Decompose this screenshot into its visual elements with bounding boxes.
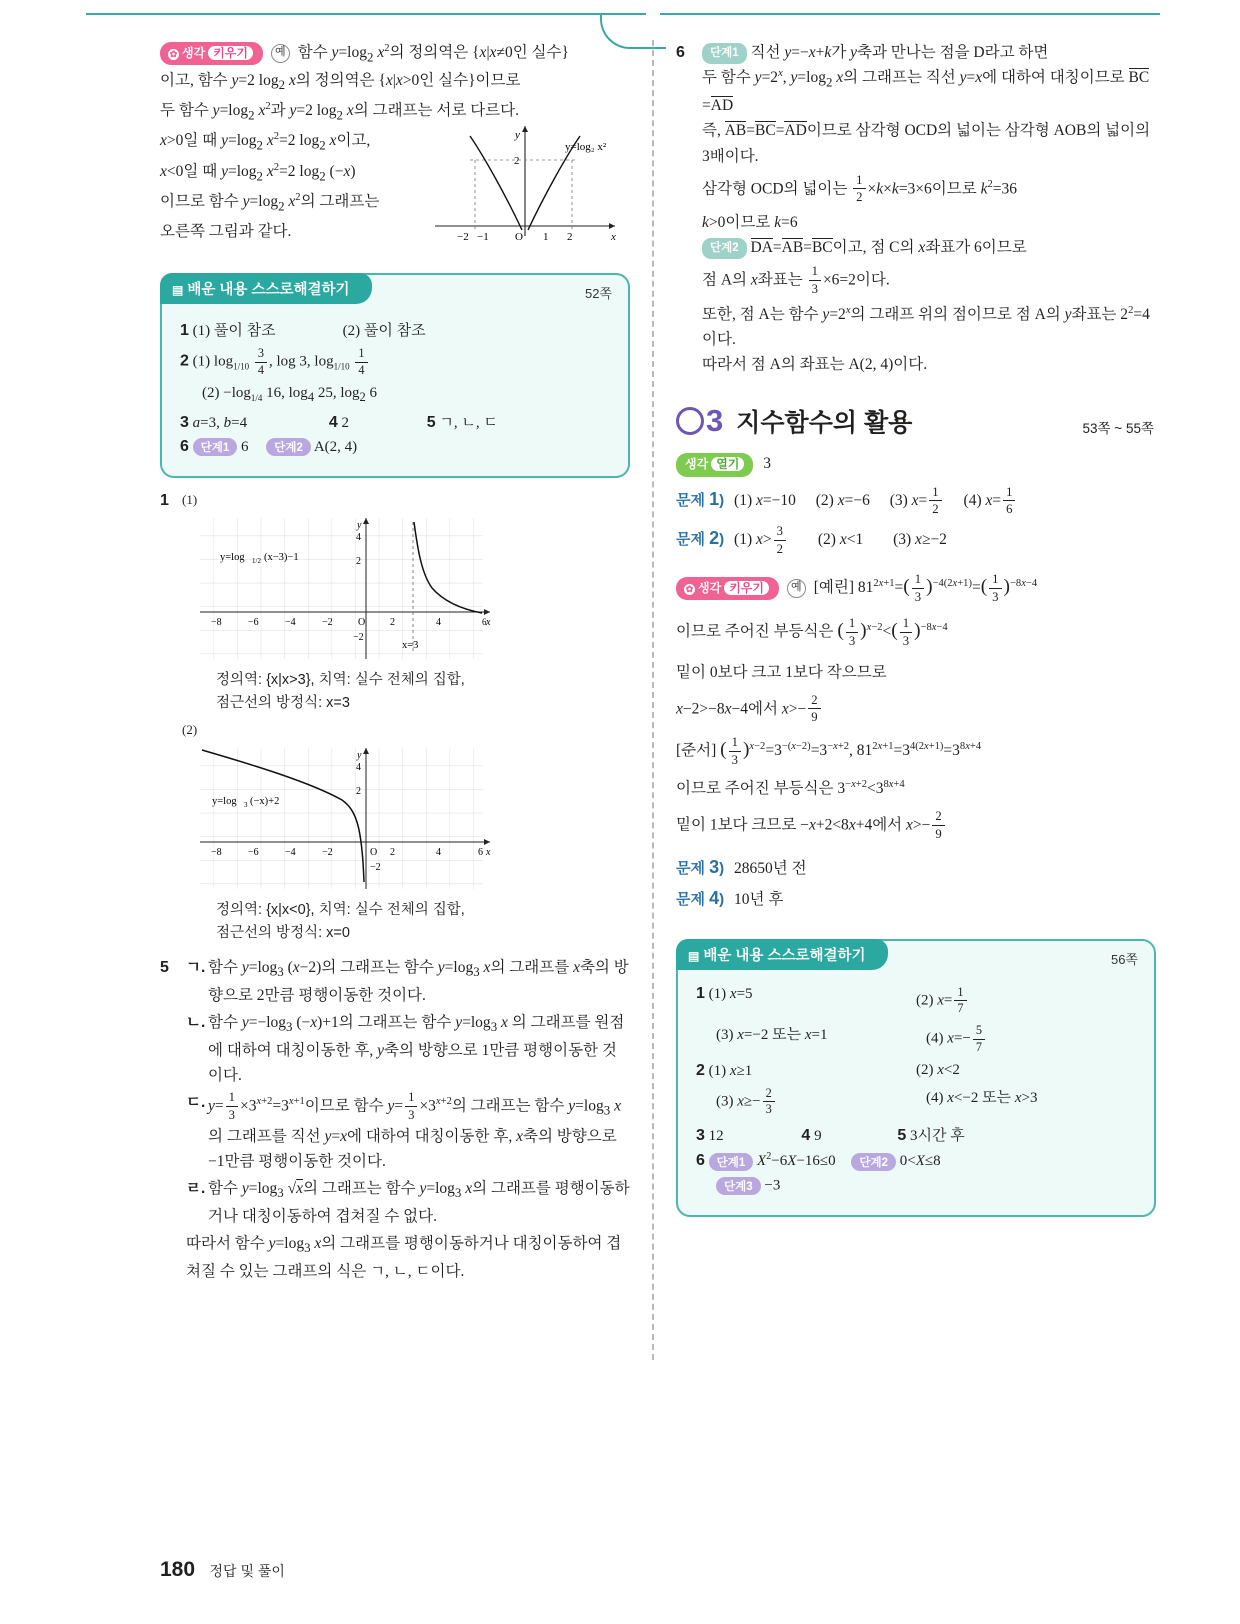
svg-text:x: x [611, 231, 616, 244]
page-number: 180 [160, 1558, 196, 1581]
svg-text:−2: −2 [353, 632, 364, 644]
panel-row [696, 1124, 1136, 1145]
section-pages: 53쪽 ~ 55쪽 [1082, 421, 1154, 437]
panel-row [716, 1177, 1136, 1195]
panel-num-3: 3 [696, 1127, 705, 1145]
panel-num-4: 4 [801, 1127, 811, 1145]
svg-text:−4: −4 [285, 846, 296, 858]
example-circle-icon: 예 [271, 44, 290, 63]
panel-row: 6 단계1 6 단계2 A(2, 4) [180, 437, 358, 455]
open-badge-text: 생각 [685, 457, 709, 472]
panel-row: 2 (1) $\log_{1/10}$ $\frac{3}{4}$ , log 3, $\log_{1/10}$ $\frac{1}{4}$ [180, 346, 610, 378]
think-badge-keyword: 키우기 [208, 46, 253, 60]
question-3-answer: 28650년 전 [734, 859, 807, 877]
think-icon: ✿ [685, 583, 694, 594]
svg-text:O: O [370, 846, 378, 858]
graph-1-2 [190, 742, 630, 897]
graph-log2-x-squared [415, 118, 635, 248]
step-badge-1: 단계1 [709, 1153, 754, 1171]
column-divider [652, 40, 654, 1360]
self-solve-panel-right [676, 939, 1156, 1217]
svg-text:−6: −6 [248, 846, 259, 858]
panel-row: 1 (1) 풀이 참조 (2) 풀이 참조 [180, 322, 426, 340]
think-badge-keyword: 키우기 [724, 581, 769, 595]
think-badge-text: 생각 [698, 580, 722, 595]
svg-text:(−x)+2: (−x)+2 [250, 795, 280, 807]
question-1: 문제 1) (1) x=−10 (2) x=−6 (3) x= $\frac{1}{2}$ (4) x= $\frac{1}{6}$ [676, 485, 1156, 518]
solution-1: 1 (1) y x 4 2 −2 O −8 −6 −4 −2 2 4 6 y=log 1/2 (x−3)−1 x=3 정의역: {x|x>3}, 치역: 실수 전체의 집합, 점근선의 방정식: x=3 (2) y x 4 2 −2 O −8 −6 −4 −2 2 4 6 y=log 3 (−x)+2 정의역: {x|x<0}, 치역: 실수 전체의 집합, 점근선의 방정식: x=0 [160, 492, 630, 945]
caption-1-1: 정의역: {x|x>3}, 치역: 실수 전체의 집합, 점근선의 방정식: x=3 [216, 672, 465, 712]
think-block-right: ✿ 생각 키우기 예 [예린] $81^{2x+1}=$( $\frac{1}{3}$ )$^{-4(2x+1)}$=( $\frac{1}{3}$ )$^{-8x-4}$ 이므로 주어진 부등식은 ( $\frac{1}{3}$ )$^{x-2}$<( $\frac{1}{3}$ )$^{-8x-4}$ 밑이 0보다 크고 1보다 작으므로 x−2>−8x−4에서 x>− $\frac{2}{9}$ [준서] ( $\frac{1}{3}$ )$^{x-2}=3^{-(x-2)}=3^{-x+2}$, $81^{2x+1}=3^{4(2x+1)}=3^{8x+4}$ 이므로 주어진 부등식은 $3^{-x+2}<3^{8x+4}$ 밑이 1보다 크므로 −x+2<8x+4에서 x>− $\frac{2}{9}$ [676, 572, 1038, 842]
svg-text:y: y [357, 749, 362, 761]
section-header [676, 403, 1156, 439]
panel-row: (3) x=−2 또는 x=1 (4) x=− $\frac{5}{7}$ [716, 1023, 1136, 1055]
panel-val-4: 9 [814, 1128, 822, 1145]
top-rule-right [660, 13, 1160, 15]
panel-val-5: 3시간 후 [909, 1128, 965, 1145]
svg-text:−2: −2 [322, 617, 333, 629]
svg-text:2: 2 [390, 846, 395, 858]
think-badge-text: 생각 [182, 45, 206, 60]
panel-val-3: 12 [708, 1128, 724, 1145]
svg-text:x: x [486, 846, 491, 858]
panel-title-right: ▤ 배운 내용 스스로해결하기 [676, 939, 888, 970]
panel-val-6-3: −3 [764, 1177, 781, 1194]
open-badge-keyword: 열기 [711, 457, 744, 471]
think-block: ✿ 생각 키우기 예 함수 $y=\log_2$ $x^2$의 정의역은 {x|x≠0인 실수} 이고, 함수 y=2 $\log_2 x$의 정의역은 {x|x>0인 실수}이므로 두 함수 $y=\log_2$ $x^2$과 y=2 $\log_2 x$의 그래프는 서로 다르다. [160, 43, 569, 123]
svg-text:6: 6 [482, 617, 487, 628]
svg-text:4: 4 [436, 846, 441, 858]
page-footer [160, 1558, 285, 1582]
svg-text:4: 4 [436, 617, 441, 629]
panel-row: 1 (1) x=5 (2) x= $\frac{1}{7}$ [696, 985, 1136, 1017]
top-rule-left [86, 13, 646, 15]
section-number: 3 [706, 403, 723, 439]
think-icon: ✿ [169, 48, 178, 59]
open-badge-value: 3 [763, 455, 771, 473]
svg-text:−6: −6 [248, 617, 259, 629]
step-badge-2: 단계2 [266, 438, 311, 456]
think-open-row [676, 451, 1156, 476]
svg-text:−2: −2 [457, 231, 469, 244]
panel-row: (3) x≥− $\frac{2}{3}$ (4) x<−2 또는 x>3 [716, 1085, 1038, 1117]
list-item: ㄴ. 함수 $y=-\log_3$ (−x)+1의 그래프는 함수 $y=\log_3$ x 의 그래프를 원점에 대하여 대칭이동한 후, y축의 방향으로 1만큼 평행이동한 것이다. [186, 1014, 625, 1085]
graph-curve-label: y=log₂ x² [565, 141, 607, 154]
open-badge [676, 453, 753, 476]
panel-body-right [696, 985, 1136, 1195]
svg-text:2: 2 [567, 231, 573, 244]
example-circle-icon: 예 [787, 579, 806, 598]
page-label: 정답 및 풀이 [209, 1563, 285, 1579]
svg-text:−8: −8 [211, 846, 222, 858]
graph-1-1 [190, 512, 630, 667]
panel-row: $(2) -\log_{1/4}$ 16, $\log_4 25$, $\log_2 6$ [202, 384, 377, 404]
panel-num-6: 6 [696, 1152, 705, 1170]
graph-1-2-label: y=log [212, 795, 237, 807]
svg-text:(x−3)−1: (x−3)−1 [264, 552, 299, 564]
svg-text:−1: −1 [477, 231, 489, 244]
svg-text:−4: −4 [285, 617, 296, 629]
step-badge-3: 단계3 [716, 1177, 761, 1195]
caption-1-2: 정의역: {x|x<0}, 치역: 실수 전체의 집합, 점근선의 방정식: x=0 [216, 901, 465, 941]
list-item: ㄱ. 함수 $y=\log_3$ (x−2)의 그래프는 함수 $y=\log_3$ x의 그래프를 x축의 방향으로 2만큼 평행이동한 것이다. [186, 959, 629, 1005]
solution-6-number: 6 [676, 44, 685, 61]
right-column [676, 40, 1156, 1217]
student-name-yerin: [예린] [813, 579, 854, 597]
svg-text:x: x [486, 617, 491, 629]
svg-text:−2: −2 [322, 846, 333, 858]
svg-text:1: 1 [543, 231, 549, 244]
svg-text:2: 2 [390, 617, 395, 629]
question-4: 문제 4) 10년 후 [676, 887, 784, 908]
question-2: 문제 2) (1) x> $\frac{3}{2}$ (2) x<1 (3) x≥−2 [676, 523, 947, 556]
svg-text:2: 2 [356, 556, 361, 568]
panel-title-text: 배운 내용 스스로해결하기 [187, 282, 350, 299]
solution-5-conclusion: 따라서 함수 $y=\log_3$ x의 그래프를 평행이동하거나 대칭이동하여 겹쳐질 수 있는 그래프의 식은 ㄱ, ㄴ, ㄷ이다. [186, 1235, 622, 1281]
panel-body-left [180, 319, 610, 456]
svg-text:O: O [358, 617, 366, 629]
step-badge-1: 단계1 [702, 43, 747, 64]
panel-num-5: 5 [897, 1127, 907, 1145]
svg-text:−8: −8 [211, 617, 222, 629]
svg-text:2: 2 [356, 785, 361, 797]
think-badge [160, 42, 263, 65]
question-3: 문제 3) 28650년 전 [676, 856, 807, 877]
panel-row: 2 (1) x≥1 (2) x<2 [696, 1061, 960, 1079]
svg-text:y: y [515, 129, 520, 142]
section-title: 지수함수의 활용 [736, 409, 913, 438]
svg-text:−2: −2 [370, 861, 381, 873]
panel-page-right: 56쪽 [1110, 952, 1138, 968]
svg-text:y: y [357, 520, 362, 532]
section-ring-icon [676, 407, 704, 435]
list-item: ㄹ. 함수 $y=\log_3$ √x의 그래프는 함수 $y=\log_3$ x의 그래프를 평행이동하거나 대칭이동하여 겹쳐질 수 없다. [186, 1179, 630, 1225]
asymptote-label-1: x=3 [402, 640, 419, 652]
step-badge-2: 단계2 [851, 1153, 896, 1171]
panel-title-text: 배운 내용 스스로해결하기 [703, 948, 866, 965]
self-solve-panel-left [160, 273, 630, 478]
step-badge-1: 단계1 [193, 438, 238, 456]
think-badge [676, 577, 779, 600]
solution-6: 6 단계1 직선 y=−x+k가 y축과 만나는 점을 D라고 하면 두 함수 $y=2^x$, $y=\log_2$ x의 그래프는 직선 y=x에 대하여 대칭이므로 BC=AD 즉, AB=BC=AD이므로 삼각형 OCD의 넓이는 삼각형 AOB의 넓이의 3배이다. 삼각형 OCD의 넓이는 $\frac{1}{2}$ ×k×k=3×6이므로 $k^2=36$ k>0이므로 k=6 단계2 DA=AB=BC이고, 점 C의 x좌표가 6이므로 점 A의 x좌표는 $\frac{1}{3}$ ×6=2이다. 또한, 점 A는 함수 $y=2^x$의 그래프 위의 점이므로 점 A의 y좌표는 $2^2=4$이다. 따라서 점 A의 좌표는 A(2, 4)이다. [676, 40, 1156, 377]
panel-row: 6 단계1 $X^2-6X-16\le 0$ 단계2 0<X≤8 [696, 1151, 941, 1170]
panel-title-left: ▤ 배운 내용 스스로해결하기 [160, 273, 372, 304]
left-column [160, 40, 630, 1284]
svg-text:3: 3 [244, 800, 248, 809]
panel-row: 3 a=3, b=4 4 2 5 ㄱ, ㄴ, ㄷ [180, 413, 498, 431]
think-graph-area: x>0일 때 $y=\log_2$ $x^2=2$ $\log_2 x$이고, x<0일 때 $y=\log_2$ $x^2=2$ $\log_2 (-x)$ 이므로 함수 $y=\log_2$ $x^2$의 그래프는 오른쪽 그림과 같다. y x 2 O −2 −1 1 2 y=log₂ x² [160, 128, 630, 263]
svg-text:O: O [515, 231, 523, 244]
svg-text:4: 4 [356, 761, 361, 773]
svg-text:1/2: 1/2 [252, 557, 261, 566]
list-item: ㄷ. y= $\frac{1}{3}$ $\times 3^{x+2}=3^{x+1}$이므로 함수 y= $\frac{1}{3}$ $\times 3^{x+2}$의 그래프는 함수 $y=\log_3$ x의 그래프를 직선 y=x에 대하여 대칭이동한 후, x축의 방향으로 −1만큼 평행이동한 것이다. [186, 1090, 621, 1170]
step-badge-2: 단계2 [702, 238, 747, 259]
svg-text:6: 6 [478, 846, 483, 858]
panel-page-left: 52쪽 [584, 286, 612, 302]
svg-text:2: 2 [514, 155, 520, 168]
svg-text:4: 4 [356, 532, 361, 544]
solution-5-number: 5 [160, 959, 169, 977]
question-4-answer: 10년 후 [734, 890, 784, 908]
graph-1-1-label: y=log [220, 552, 245, 564]
solution-5 [160, 955, 630, 1284]
